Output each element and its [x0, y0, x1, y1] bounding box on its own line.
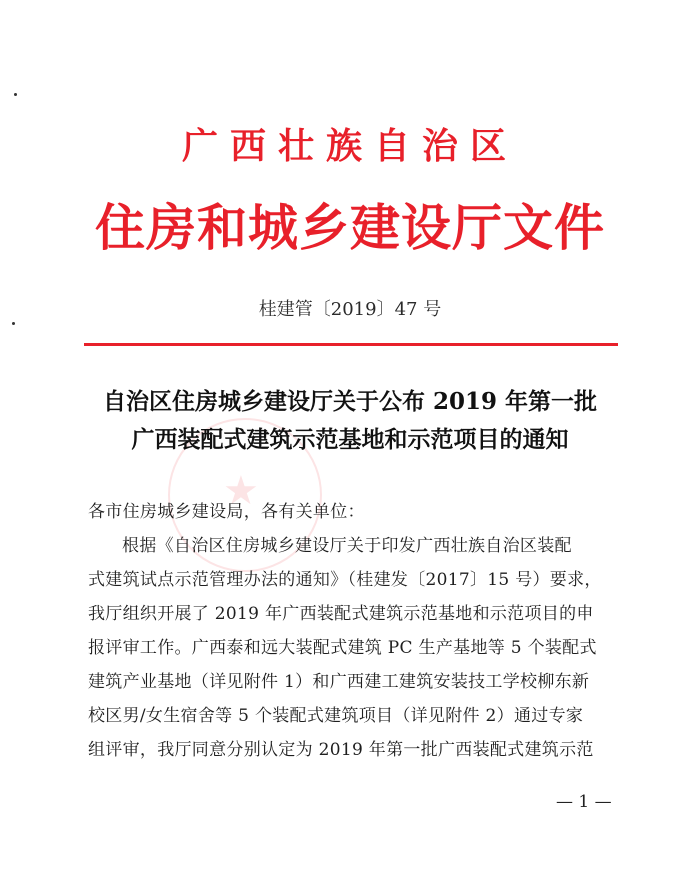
body-line: 式建筑试点示范管理办法的通知》（桂建发〔2017〕15 号）要求，	[88, 570, 602, 590]
notice-body	[88, 495, 636, 767]
body-line: 报评审工作。广西泰和远大装配式建筑 PC 生产基地等 5 个装配式	[88, 638, 597, 658]
body-line: 我厅组织开展了 2019 年广西装配式建筑示范基地和示范项目的申	[88, 604, 594, 624]
notice-title-line-2: 广西装配式建筑示范基地和示范项目的通知	[131, 426, 569, 453]
issuer-office-heading: 住房和城乡建设厅文件	[95, 198, 605, 257]
body-line: 组评审，我厅同意分别认定为 2019 年第一批广西装配式建筑示范	[88, 740, 594, 760]
salutation: 各市住房城乡建设局，各有关单位：	[88, 502, 365, 522]
document-number: 桂建管〔2019〕47 号	[258, 299, 442, 320]
notice-title-line-1: 自治区住房城乡建设厅关于公布 2019 年第一批	[102, 388, 598, 415]
page-number: — 1 —	[556, 792, 612, 812]
notice-title	[0, 383, 700, 459]
scan-speck	[14, 93, 17, 96]
body-line: 根据《自治区住房城乡建设厅关于印发广西壮族自治区装配	[122, 536, 572, 556]
seal-star-icon: ★	[223, 468, 259, 514]
red-divider-line	[84, 343, 618, 346]
body-line: 校区男/女生宿舍等 5 个装配式建筑项目（详见附件 2）通过专家	[88, 706, 584, 726]
scan-speck	[12, 322, 15, 325]
body-line: 建筑产业基地（详见附件 1）和广西建工建筑安装技工学校柳东新	[88, 672, 590, 692]
issuer-region-heading: 广西壮族自治区	[181, 125, 518, 167]
